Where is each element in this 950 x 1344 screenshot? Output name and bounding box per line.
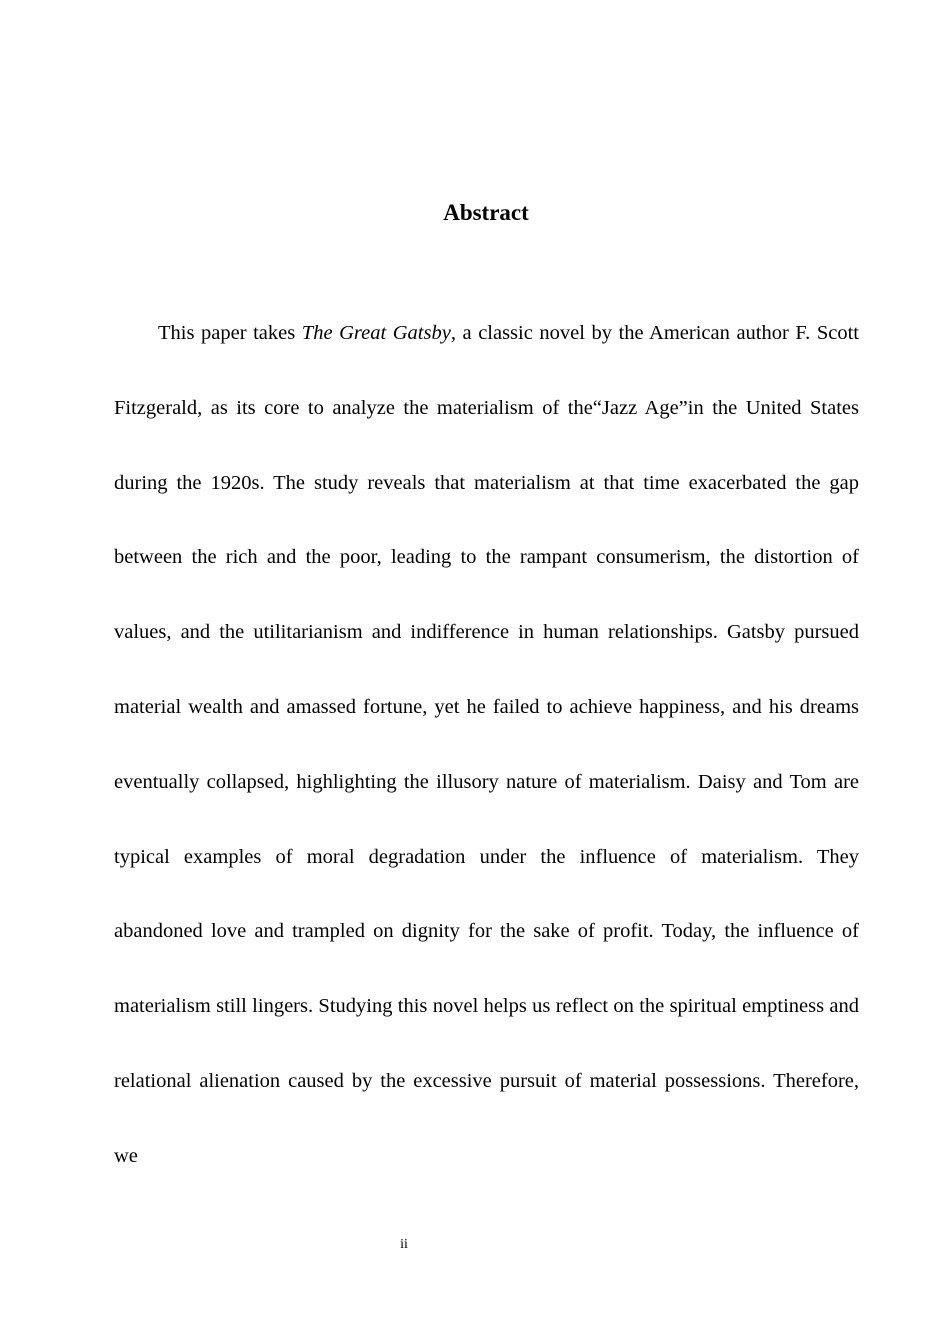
text-after-title: , a classic novel by the American author F. Scott Fitzgerald, as its core to analyze the materialism of the“Jazz Age”in the United States during the 1920s. The study reveals that materialism at that time exacerbated the gap between the rich and the poor, leading to the rampant consumerism, the distortion of values, and the utilitarianism and indifference in human relationships. Gatsby pursued material wealth and amassed fortune, yet he failed to achieve happiness, and his dreams eventually collapsed, highlighting the illusory nature of materialism. Daisy and Tom are typical examples of moral degradation under the influence of materialism. They abandoned love and trampled on dignity for the sake of profit. Today, the influence of materialism still lingers. Studying this novel helps us reflect on the spiritual emptiness and relational alienation caused by the excessive pursuit of material possessions. Therefore, we	[114, 322, 859, 1167]
page-number: ii	[400, 1237, 408, 1252]
abstract-paragraph	[114, 296, 859, 1194]
abstract-heading: Abstract	[443, 200, 529, 225]
text-before-title: This paper takes	[158, 322, 302, 344]
book-title: The Great Gatsby	[301, 322, 451, 344]
